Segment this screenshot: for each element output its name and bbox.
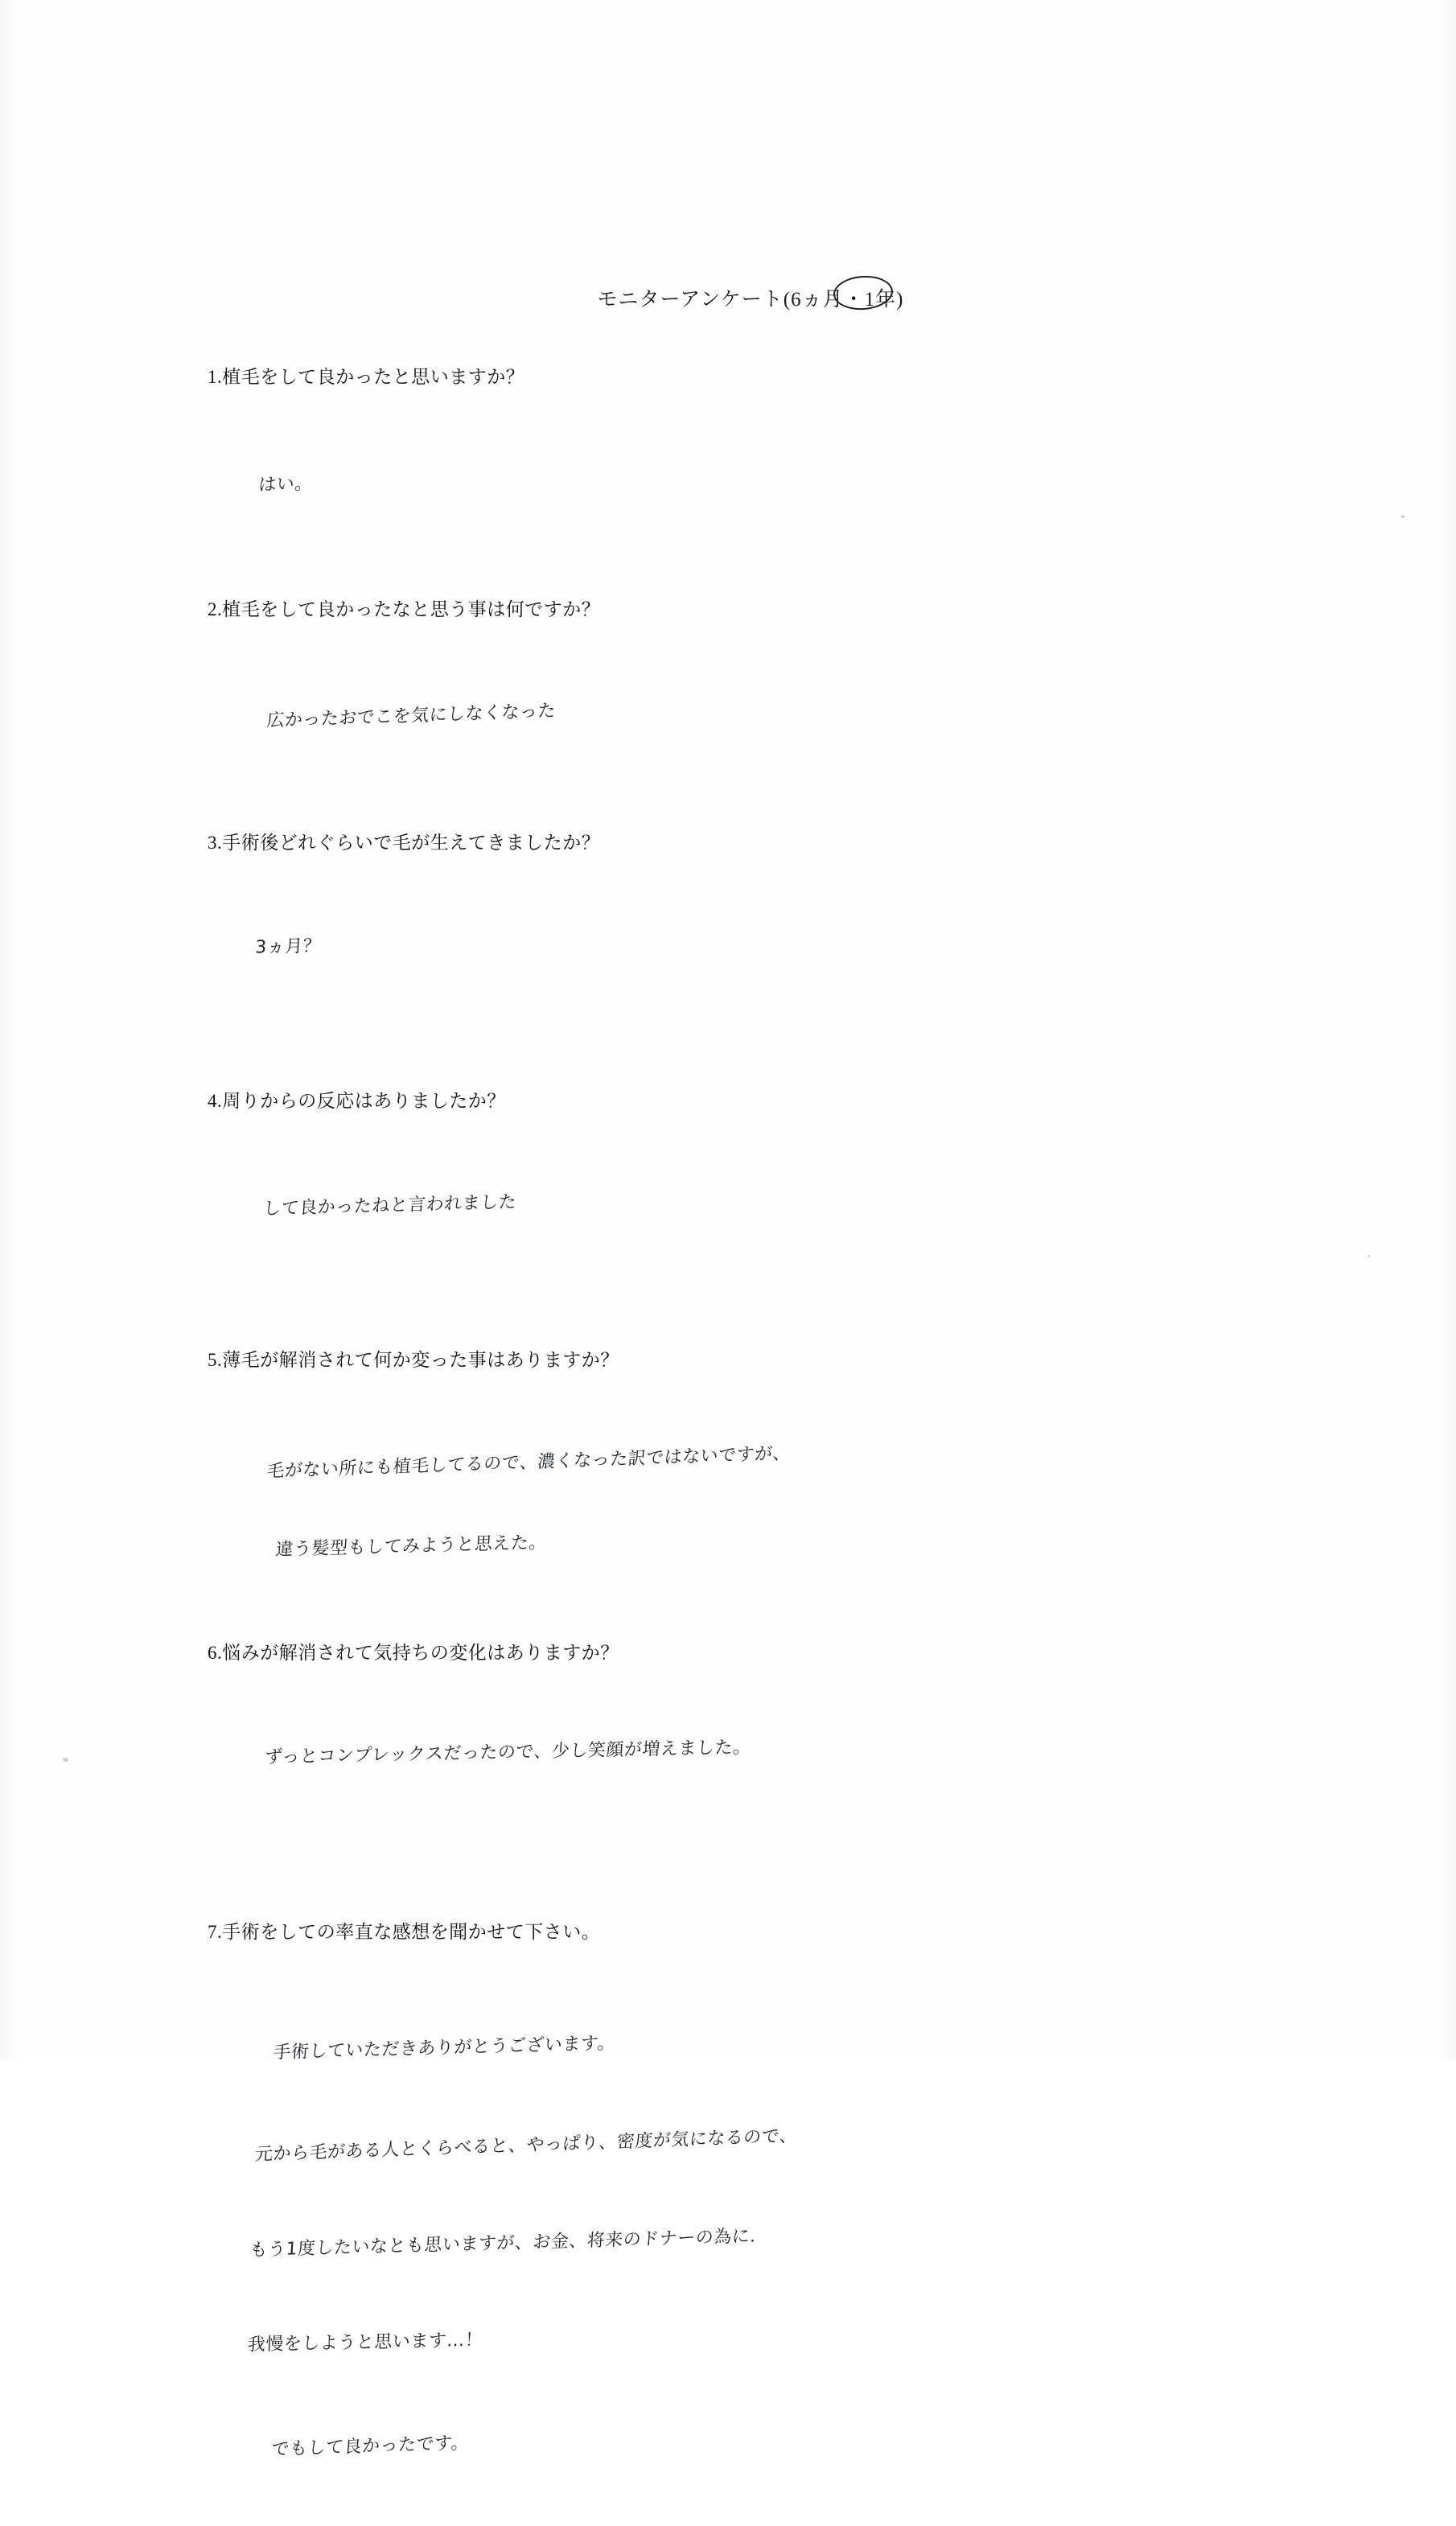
- question-number-5: 5.: [208, 1349, 223, 1370]
- question-label-5: 薄毛が解消されて何か変った事はありますか？: [222, 1349, 619, 1370]
- answer-line: して良かったねと言われました: [262, 1192, 517, 1220]
- page-title-main: モニターアンケート(6ヵ月: [597, 289, 844, 311]
- answer-5: [265, 1380, 1264, 1612]
- document-body: [208, 283, 1261, 2526]
- scan-edge-left: [0, 0, 21, 2059]
- question-text-4: [208, 1086, 1261, 1113]
- question-label-3: 手術後どれぐらいで毛が生えてきましたか？: [222, 832, 601, 853]
- answer-3: [254, 863, 1263, 1013]
- answer-7: [247, 1952, 1268, 2521]
- question-number-2: 2.: [208, 599, 223, 620]
- answer-4: [262, 1121, 1263, 1271]
- page-title: [208, 283, 1261, 312]
- question-block-4: [208, 1086, 1261, 1270]
- question-number-6: 6.: [208, 1642, 223, 1663]
- question-label-4: 周りからの反応はありましたか？: [222, 1091, 506, 1112]
- answer-line: はい。: [257, 474, 314, 496]
- question-text-5: [208, 1345, 1261, 1372]
- question-text-3: [208, 828, 1261, 854]
- scan-speck: [1401, 515, 1405, 518]
- question-number-1: 1.: [208, 367, 223, 387]
- answer-line: 我慢をしようと思います…！: [247, 2330, 483, 2355]
- question-label-1: 植毛をして良かったと思いますか？: [222, 367, 525, 387]
- answer-line: でもして良かったです。: [270, 2432, 471, 2460]
- question-label-6: 悩みが解消されて気持ちの変化はありますか？: [222, 1642, 619, 1663]
- answer-line: 手術していただきありがとうございます。: [272, 2033, 616, 2063]
- scan-speck: [1368, 1255, 1370, 1257]
- answer-line: もう1度したいなとも思いますが、お金、将来のドナーの為に.: [249, 2226, 757, 2261]
- question-text-6: [208, 1638, 1261, 1664]
- question-text-2: [208, 594, 1261, 621]
- answer-line: 元から毛がある人とくらべると、やっぱり、密度が気になるので、: [254, 2126, 799, 2166]
- question-text-1: [208, 362, 1261, 389]
- answer-line: 3ヵ月？: [254, 936, 322, 958]
- question-label-2: 植毛をして良かったなと思う事は何ですか？: [222, 599, 601, 620]
- question-block-3: [208, 828, 1261, 1012]
- answer-6: [264, 1672, 1263, 1822]
- answer-1: [257, 397, 1263, 547]
- answer-line: 違う髪型もしてみようと思えた。: [274, 1532, 548, 1561]
- question-block-7: [208, 1917, 1261, 2521]
- question-block-5: [208, 1345, 1261, 1612]
- question-number-3: 3.: [208, 832, 223, 853]
- page-title-circled-term: ・1年: [844, 283, 897, 312]
- question-block-2: [208, 594, 1261, 779]
- question-block-6: [208, 1638, 1261, 1822]
- question-number-4: 4.: [208, 1091, 223, 1112]
- answer-line: 広かったおでこを気にしなくなった: [265, 701, 557, 732]
- question-label-7: 手術をしての率直な感想を聞かせて下さい。: [222, 1922, 601, 1943]
- question-block-1: [208, 362, 1261, 546]
- scan-edge-right: [1435, 0, 1456, 2059]
- answer-line: 毛がない所にも植毛してるので、濃くなった訳ではないですが、: [265, 1443, 792, 1483]
- page-title-close: ): [896, 289, 904, 311]
- question-number-7: 7.: [208, 1922, 223, 1943]
- question-text-7: [208, 1917, 1261, 1944]
- answer-line: ずっとコンプレックスだったので、少し笑顔が増えました。: [264, 1737, 752, 1768]
- answer-2: [265, 630, 1263, 780]
- scan-speck: [63, 1758, 68, 1762]
